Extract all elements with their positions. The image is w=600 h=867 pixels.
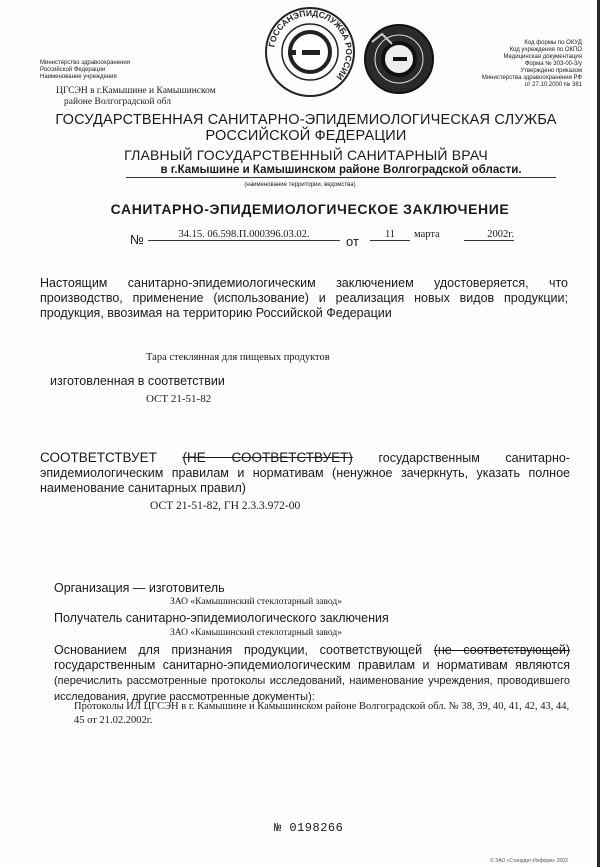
ministry-line-1: Министерство здравоохранения [40, 60, 130, 66]
institution-label: Наименование учреждения [40, 74, 117, 80]
basis-rest: государственным санитарно-эпидемиологическим правилам и нормативам являются [54, 658, 570, 672]
form-number: Форма № 303-00-3/у [524, 61, 582, 67]
approved-label: Утверждено приказом [520, 68, 582, 74]
form-code-block [472, 40, 582, 89]
title-line-3: ГЛАВНЫЙ ГОСУДАРСТВЕННЫЙ САНИТАРНЫЙ ВРАЧ [124, 147, 488, 163]
basis-struck: (не соответствующей) [433, 643, 570, 657]
basis-prefix: Основанием для признания продукции, соответствующей [54, 643, 423, 657]
service-emblem [262, 4, 358, 100]
conclusion-number-row [130, 228, 580, 248]
intro-text: Настоящим санитарно-эпидемиологическим заключением удостоверяется, что производство, применение (использование) и реализация новых видов продукции; продукция, ввозимая на территорию Российской Федерации [40, 276, 568, 320]
ministry-block [40, 60, 220, 81]
footer-print: © ЗАО «Стандарт-Информ» 2002 [490, 858, 568, 864]
complies-word: СООТВЕТСТВУЕТ [40, 450, 157, 465]
number-sign: № [130, 232, 144, 247]
organization-label: Организация — изготовитель [54, 581, 225, 595]
title-line-1: ГОСУДАРСТВЕННАЯ САНИТАРНО-ЭПИДЕМИОЛОГИЧЕСКАЯ СЛУЖБА [55, 112, 557, 128]
order-date: от 27.10.2000 № 381 [524, 82, 582, 88]
institution-name [56, 86, 276, 108]
conclusion-month: марта [414, 229, 440, 240]
compliance-block [40, 450, 570, 496]
okpo-label: Код учреждения по ОКПО [509, 47, 582, 53]
conclusion-year: 2002г. [464, 229, 514, 241]
basis-hint: (перечислить рассмотренные протоколы исследований, наименование учреждения, проводившего исследования, другие рассмотренные документы): [54, 675, 570, 703]
institution-line-1: ЦГСЭН в г.Камышине и Камышинском [56, 86, 216, 96]
conclusion-day: 11 [370, 229, 410, 241]
protocols-text: Протоколы ИЛ ЦГСЭН в г. Камышине и Камышинском районе Волгоградской обл. № 38, 39, 40, 41, 42, 43, 44, 45 от 21.02.2002г. [74, 701, 570, 726]
seal-emblem [362, 22, 436, 96]
basis-block [54, 643, 570, 705]
recipient-value: ЗАО «Камышинский стеклотарный завод» [170, 628, 342, 638]
title-line-2: РОССИЙСКОЙ ФЕДЕРАЦИИ [205, 128, 407, 144]
standards-list: ОСТ 21-51-82, ГН 2.3.3.972-00 [150, 500, 301, 512]
institution-line-2: районе Волгоградской обл [64, 97, 171, 107]
ministry-line-2: Российской Федерации [40, 67, 106, 73]
manufactured-standard: ОСТ 21-51-82 [146, 393, 212, 405]
recipient-label: Получатель санитарно-эпидемиологического заключения [54, 611, 389, 625]
ministry-label: Министерства здравоохранения РФ [481, 75, 582, 81]
organization-value: ЗАО «Камышинский стеклотарный завод» [170, 597, 342, 607]
emblem-ring-text: ГОССАНЭПИДСЛУЖБА РОССИИ [266, 7, 355, 83]
not-complies-struck: (НЕ СООТВЕТСТВУЕТ) [182, 450, 353, 465]
med-doc-label: Медицинская документация [503, 54, 582, 60]
okud-label: Код формы по ОКУД [524, 40, 582, 46]
serial-number: № 0198266 [274, 821, 344, 835]
territory-hint: (наименование территории, ведомства) [244, 182, 356, 188]
conclusion-number: 34.15. 06.598.П.000396.03.02. [148, 229, 340, 241]
compliance-rest: государственным санитарно-эпидемиологическим правилам и нормативам (ненужное зачеркнуть, указать полное наименование санитарных правил) [40, 451, 570, 495]
from-label: от [346, 234, 359, 249]
territory: в г.Камышине и Камышинском районе Волгоградской области. [126, 164, 556, 178]
conclusion-heading: САНИТАРНО-ЭПИДЕМИОЛОГИЧЕСКОЕ ЗАКЛЮЧЕНИЕ [110, 201, 510, 217]
manufactured-label: изготовленная в соответствии [50, 374, 225, 388]
product-name: Тара стеклянная для пищевых продуктов [146, 352, 330, 363]
